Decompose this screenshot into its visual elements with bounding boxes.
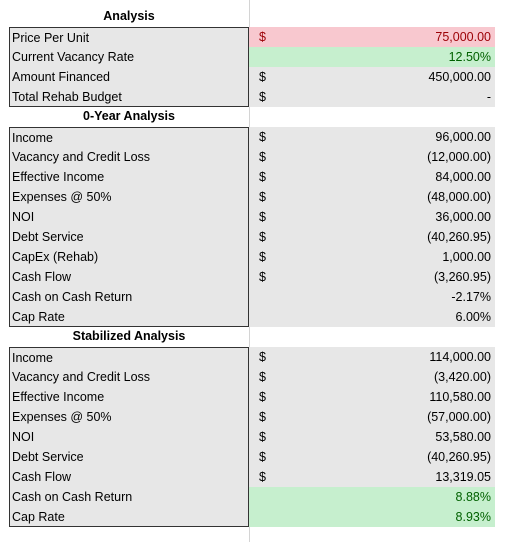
currency-symbol: $ xyxy=(259,70,266,84)
table-row xyxy=(9,367,495,387)
table-row xyxy=(9,407,495,427)
row-label-cell[interactable]: Cash on Cash Return xyxy=(9,287,249,307)
currency-symbol: $ xyxy=(259,370,266,384)
cell-value: -2.17% xyxy=(451,290,491,304)
row-label-cell[interactable]: Price Per Unit xyxy=(9,27,249,47)
currency-symbol: $ xyxy=(259,390,266,404)
table-row xyxy=(9,27,495,47)
table-row xyxy=(9,247,495,267)
table-row xyxy=(9,427,495,447)
table-row xyxy=(9,347,495,367)
table-row xyxy=(9,307,495,327)
table-row xyxy=(9,227,495,247)
row-value-cell[interactable] xyxy=(249,127,495,147)
row-value-cell[interactable] xyxy=(249,427,495,447)
cell-value: (40,260.95) xyxy=(427,450,491,464)
row-value-cell[interactable] xyxy=(249,267,495,287)
row-value-cell[interactable] xyxy=(249,387,495,407)
currency-symbol: $ xyxy=(259,170,266,184)
row-value-cell[interactable] xyxy=(249,447,495,467)
row-label-cell[interactable]: Expenses @ 50% xyxy=(9,187,249,207)
cell-value: (3,260.95) xyxy=(434,270,491,284)
cell-value: 8.88% xyxy=(455,490,491,504)
currency-symbol: $ xyxy=(259,190,266,204)
row-label-cell[interactable]: Effective Income xyxy=(9,387,249,407)
row-value-cell[interactable] xyxy=(249,47,495,67)
table-row xyxy=(9,267,495,287)
cell-value: 1,000.00 xyxy=(442,250,491,264)
row-label-cell[interactable]: Cap Rate xyxy=(9,307,249,327)
section-title[interactable]: Analysis xyxy=(103,9,155,23)
cell-value: 53,580.00 xyxy=(435,430,491,444)
currency-symbol: $ xyxy=(259,150,266,164)
row-value-cell[interactable] xyxy=(249,407,495,427)
section-header xyxy=(9,327,495,347)
row-value-cell[interactable] xyxy=(249,227,495,247)
row-label-cell[interactable]: Total Rehab Budget xyxy=(9,87,249,107)
table-row xyxy=(9,187,495,207)
cell-value: 36,000.00 xyxy=(435,210,491,224)
row-label-cell[interactable]: NOI xyxy=(9,427,249,447)
row-value-cell[interactable] xyxy=(249,247,495,267)
row-value-cell[interactable] xyxy=(249,467,495,487)
table-row xyxy=(9,287,495,307)
table-row xyxy=(9,87,495,107)
row-label-cell[interactable]: Expenses @ 50% xyxy=(9,407,249,427)
section-header xyxy=(9,7,495,27)
table-row xyxy=(9,47,495,67)
cell-value: (57,000.00) xyxy=(427,410,491,424)
currency-symbol: $ xyxy=(259,230,266,244)
row-value-cell[interactable] xyxy=(249,67,495,87)
table-row xyxy=(9,467,495,487)
row-label-cell[interactable]: Cap Rate xyxy=(9,507,249,527)
row-label-cell[interactable]: Cash Flow xyxy=(9,267,249,287)
cell-value: 8.93% xyxy=(455,510,491,524)
cell-value: 96,000.00 xyxy=(435,130,491,144)
cell-value: 6.00% xyxy=(455,310,491,324)
row-label-cell[interactable]: Current Vacancy Rate xyxy=(9,47,249,67)
row-label-cell[interactable]: NOI xyxy=(9,207,249,227)
spreadsheet xyxy=(9,7,495,527)
currency-symbol: $ xyxy=(259,90,266,104)
row-label-cell[interactable]: Debt Service xyxy=(9,227,249,247)
table-row xyxy=(9,507,495,527)
cell-value: 84,000.00 xyxy=(435,170,491,184)
table-row xyxy=(9,127,495,147)
table-row xyxy=(9,67,495,87)
section-title[interactable]: 0-Year Analysis xyxy=(83,109,175,123)
cell-value: 12.50% xyxy=(448,50,491,64)
row-value-cell[interactable] xyxy=(249,167,495,187)
cell-value: 114,000.00 xyxy=(429,350,491,364)
cell-value: (48,000.00) xyxy=(427,190,491,204)
cell-value: 110,580.00 xyxy=(429,390,491,404)
row-value-cell[interactable] xyxy=(249,147,495,167)
currency-symbol: $ xyxy=(259,250,266,264)
currency-symbol: $ xyxy=(259,130,266,144)
cell-value: - xyxy=(486,90,491,104)
cell-value: (3,420.00) xyxy=(434,370,491,384)
cell-value: (12,000.00) xyxy=(427,150,491,164)
row-value-cell[interactable] xyxy=(249,507,495,527)
table-row xyxy=(9,387,495,407)
row-label-cell[interactable]: Debt Service xyxy=(9,447,249,467)
row-value-cell[interactable] xyxy=(249,347,495,367)
row-label-cell[interactable]: Cash on Cash Return xyxy=(9,487,249,507)
currency-symbol: $ xyxy=(259,210,266,224)
table-row xyxy=(9,487,495,507)
row-label-cell[interactable]: Amount Financed xyxy=(9,67,249,87)
row-value-cell[interactable] xyxy=(249,187,495,207)
currency-symbol: $ xyxy=(259,410,266,424)
row-label-cell[interactable]: Cash Flow xyxy=(9,467,249,487)
table-row xyxy=(9,207,495,227)
currency-symbol: $ xyxy=(259,350,266,364)
table-row xyxy=(9,167,495,187)
row-label-cell[interactable]: Vacancy and Credit Loss xyxy=(9,367,249,387)
currency-symbol: $ xyxy=(259,270,266,284)
currency-symbol: $ xyxy=(259,450,266,464)
row-value-cell[interactable] xyxy=(249,307,495,327)
currency-symbol: $ xyxy=(259,430,266,444)
table-row xyxy=(9,447,495,467)
cell-value: 450,000.00 xyxy=(428,70,491,84)
row-value-cell[interactable] xyxy=(249,207,495,227)
row-value-cell[interactable] xyxy=(249,487,495,507)
row-value-cell[interactable] xyxy=(249,287,495,307)
row-label-cell[interactable]: Income xyxy=(9,127,249,147)
currency-symbol: $ xyxy=(259,470,266,484)
section-title[interactable]: Stabilized Analysis xyxy=(72,329,186,343)
row-value-cell[interactable] xyxy=(249,367,495,387)
row-label-cell[interactable]: Effective Income xyxy=(9,167,249,187)
section-header xyxy=(9,107,495,127)
row-value-cell[interactable] xyxy=(249,87,495,107)
table-row xyxy=(9,147,495,167)
cell-value: (40,260.95) xyxy=(427,230,491,244)
currency-symbol: $ xyxy=(259,30,266,44)
row-label-cell[interactable]: Income xyxy=(9,347,249,367)
row-label-cell[interactable]: CapEx (Rehab) xyxy=(9,247,249,267)
cell-value: 75,000.00 xyxy=(435,30,491,44)
row-label-cell[interactable]: Vacancy and Credit Loss xyxy=(9,147,249,167)
cell-value: 13,319.05 xyxy=(435,470,491,484)
row-value-cell[interactable] xyxy=(249,27,495,47)
